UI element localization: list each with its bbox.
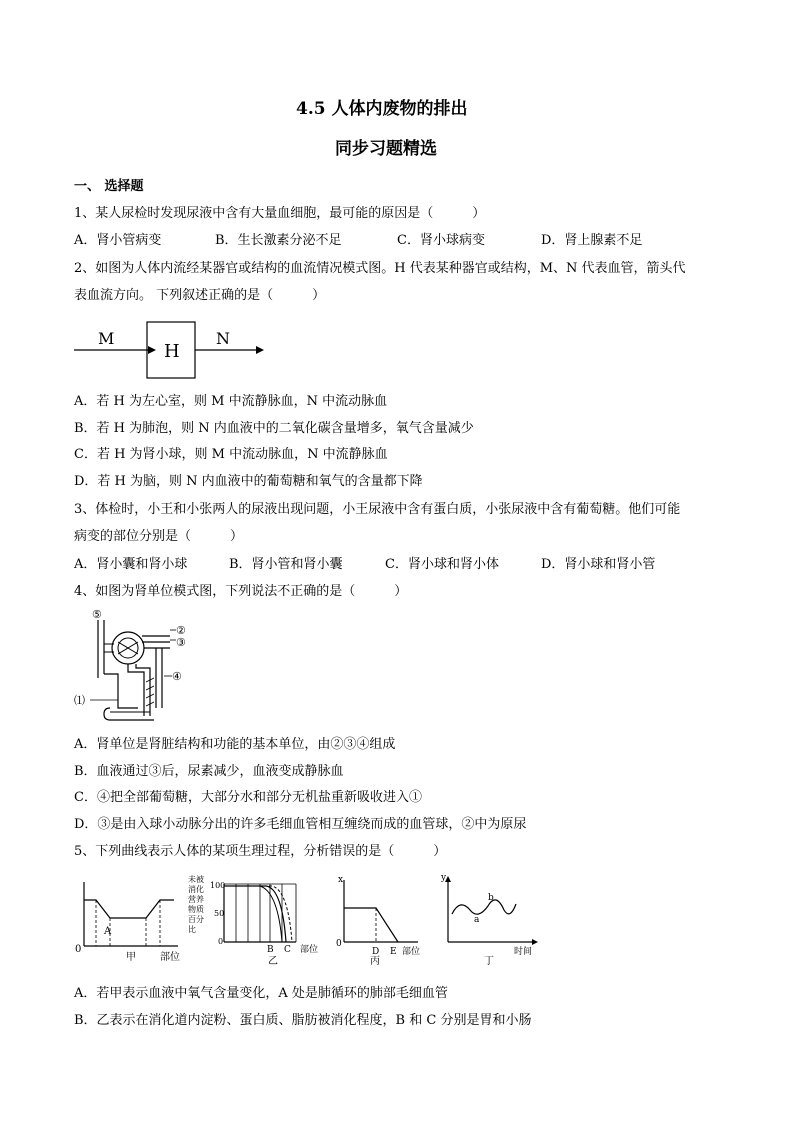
q4-nephron-figure bbox=[74, 608, 204, 724]
page-subtitle: 同步习题精选 bbox=[335, 139, 437, 159]
q4-label-4: ④ bbox=[172, 670, 182, 683]
question-5-stem: 5、下列曲线表示人体的某项生理过程，分析错误的是（ ） bbox=[74, 844, 447, 859]
q3-option-b: B．肾小管和肾小囊 bbox=[229, 557, 343, 572]
q5-yi-xlabel: 部位 bbox=[300, 945, 319, 955]
q5-option-b: B．乙表示在消化道内淀粉、蛋白质、脂肪被消化程度，B 和 C 分别是胃和小肠 bbox=[74, 1013, 532, 1028]
q5-yi-ylabel-line: 营养 bbox=[188, 895, 204, 904]
q5-jia-xlabel: 部位 bbox=[160, 952, 180, 963]
q4-option-a: A．肾单位是肾脏结构和功能的基本单位，由②③④组成 bbox=[74, 737, 396, 752]
q2-figure-label-n: N bbox=[216, 329, 230, 348]
q1-option-d: D．肾上腺素不足 bbox=[541, 233, 643, 248]
page-title: 4.5 人体内废物的排出 bbox=[296, 99, 468, 119]
q2-figure-label-h: H bbox=[164, 341, 180, 362]
q4-label-3: ③ bbox=[176, 636, 186, 649]
q4-option-c: C．④把全部葡萄糖，大部分水和部分无机盐重新吸收进入① bbox=[74, 790, 422, 805]
question-3-stem-line2: 病变的部位分别是（ ） bbox=[74, 529, 244, 544]
q5-bing-ylabel: x bbox=[338, 875, 344, 885]
q5-ding-point-a: a bbox=[474, 915, 480, 925]
q5-ding-xlabel: 时间 bbox=[514, 947, 533, 957]
q5-yi-ylabel-line: 未被 bbox=[188, 875, 204, 884]
q4-label-5: ⑤ bbox=[92, 608, 102, 621]
q5-ding-point-b: b bbox=[488, 893, 494, 903]
question-2-stem-line1: 2、如图为人体内流经某器官或结构的血流情况模式图。H 代表某种器官或结构，M、N 代表血管，箭头代 bbox=[74, 261, 686, 276]
q5-ding-ylabel: y bbox=[441, 873, 447, 883]
q5-graph-jia bbox=[74, 878, 184, 964]
q2-figure-label-m: M bbox=[98, 329, 115, 348]
q5-graph-yi bbox=[186, 872, 332, 968]
q4-label-1: ⑴ bbox=[74, 694, 85, 707]
q3-option-a: A．肾小囊和肾小球 bbox=[74, 557, 188, 572]
question-4-stem: 4、如图为肾单位模式图，下列说法不正确的是（ ） bbox=[74, 584, 408, 599]
q5-yi-ylabel-line: 比 bbox=[188, 925, 196, 934]
q2-option-d: D．若 H 为脑，则 N 内血液中的葡萄糖和氧气的含量都下降 bbox=[74, 474, 423, 489]
q5-yi-ylabel-line: 消化 bbox=[188, 885, 204, 894]
q1-option-b: B．生长激素分泌不足 bbox=[215, 233, 342, 248]
q5-bing-name: 丙 bbox=[370, 956, 380, 967]
q1-option-c: C．肾小球病变 bbox=[397, 233, 485, 248]
q3-option-c: C．肾小球和肾小体 bbox=[385, 557, 499, 572]
q5-yi-tick-100: 100 bbox=[210, 881, 226, 890]
q5-yi-tick-0: 0 bbox=[218, 937, 224, 946]
question-1-stem: 1、某人尿检时发现尿液中含有大量血细胞，最可能的原因是（ ） bbox=[74, 206, 486, 221]
q5-bing-zero: 0 bbox=[336, 939, 342, 949]
q2-option-a: A．若 H 为左心室，则 M 中流静脉血，N 中流动脉血 bbox=[74, 394, 388, 409]
section-heading: 一、 选择题 bbox=[74, 179, 144, 194]
q4-label-2: ② bbox=[176, 624, 186, 637]
q5-yi-ylabel-line: 百分 bbox=[188, 915, 204, 924]
q5-bing-xlabel: 部位 bbox=[402, 947, 421, 957]
q5-yi-ylabel-line: 物质 bbox=[188, 905, 204, 914]
q4-option-d: D．③是由入球小动脉分出的许多毛细血管相互缠绕而成的血管球，②中为原尿 bbox=[74, 817, 527, 832]
q3-option-d: D．肾小球和肾小管 bbox=[541, 557, 656, 572]
question-3-stem-line1: 3、体检时，小王和小张两人的尿液出现问题，小王尿液中含有蛋白质，小张尿液中含有葡萄糖。他们可能 bbox=[74, 502, 681, 517]
q5-yi-name: 乙 bbox=[268, 956, 278, 967]
q2-option-b: B．若 H 为肺泡，则 N 内血液中的二氧化碳含量增多，氧气含量减少 bbox=[74, 421, 474, 436]
q1-option-a: A．肾小管病变 bbox=[74, 233, 162, 248]
q5-yi-tick-50: 50 bbox=[214, 909, 225, 918]
q5-yi-ylabel bbox=[188, 874, 204, 934]
q5-bing-mark-e: E bbox=[390, 947, 397, 957]
q2-option-c: C．若 H 为肾小球，则 M 中流动脉血，N 中流静脉血 bbox=[74, 447, 388, 462]
q5-jia-zero: 0 bbox=[75, 944, 82, 955]
q4-option-b: B．血液通过③后，尿素减少，血液变成静脉血 bbox=[74, 764, 344, 779]
q5-graph-bing bbox=[334, 872, 426, 968]
q5-bing-mark-d: D bbox=[372, 947, 380, 957]
q5-yi-mark-c: C bbox=[284, 945, 291, 955]
q5-jia-name: 甲 bbox=[126, 952, 136, 963]
q5-ding-name: 丁 bbox=[484, 956, 494, 967]
q5-graph-ding bbox=[438, 872, 542, 968]
question-2-stem-line2: 表血流方向。 下列叙述正确的是（ ） bbox=[74, 288, 326, 303]
q5-option-a: A．若甲表示血液中氧气含量变化，A 处是肺循环的肺部毛细血管 bbox=[74, 986, 448, 1001]
q5-yi-mark-b: B bbox=[267, 945, 274, 955]
q5-jia-region-a: A bbox=[104, 926, 112, 937]
q2-blood-flow-figure bbox=[70, 318, 270, 382]
